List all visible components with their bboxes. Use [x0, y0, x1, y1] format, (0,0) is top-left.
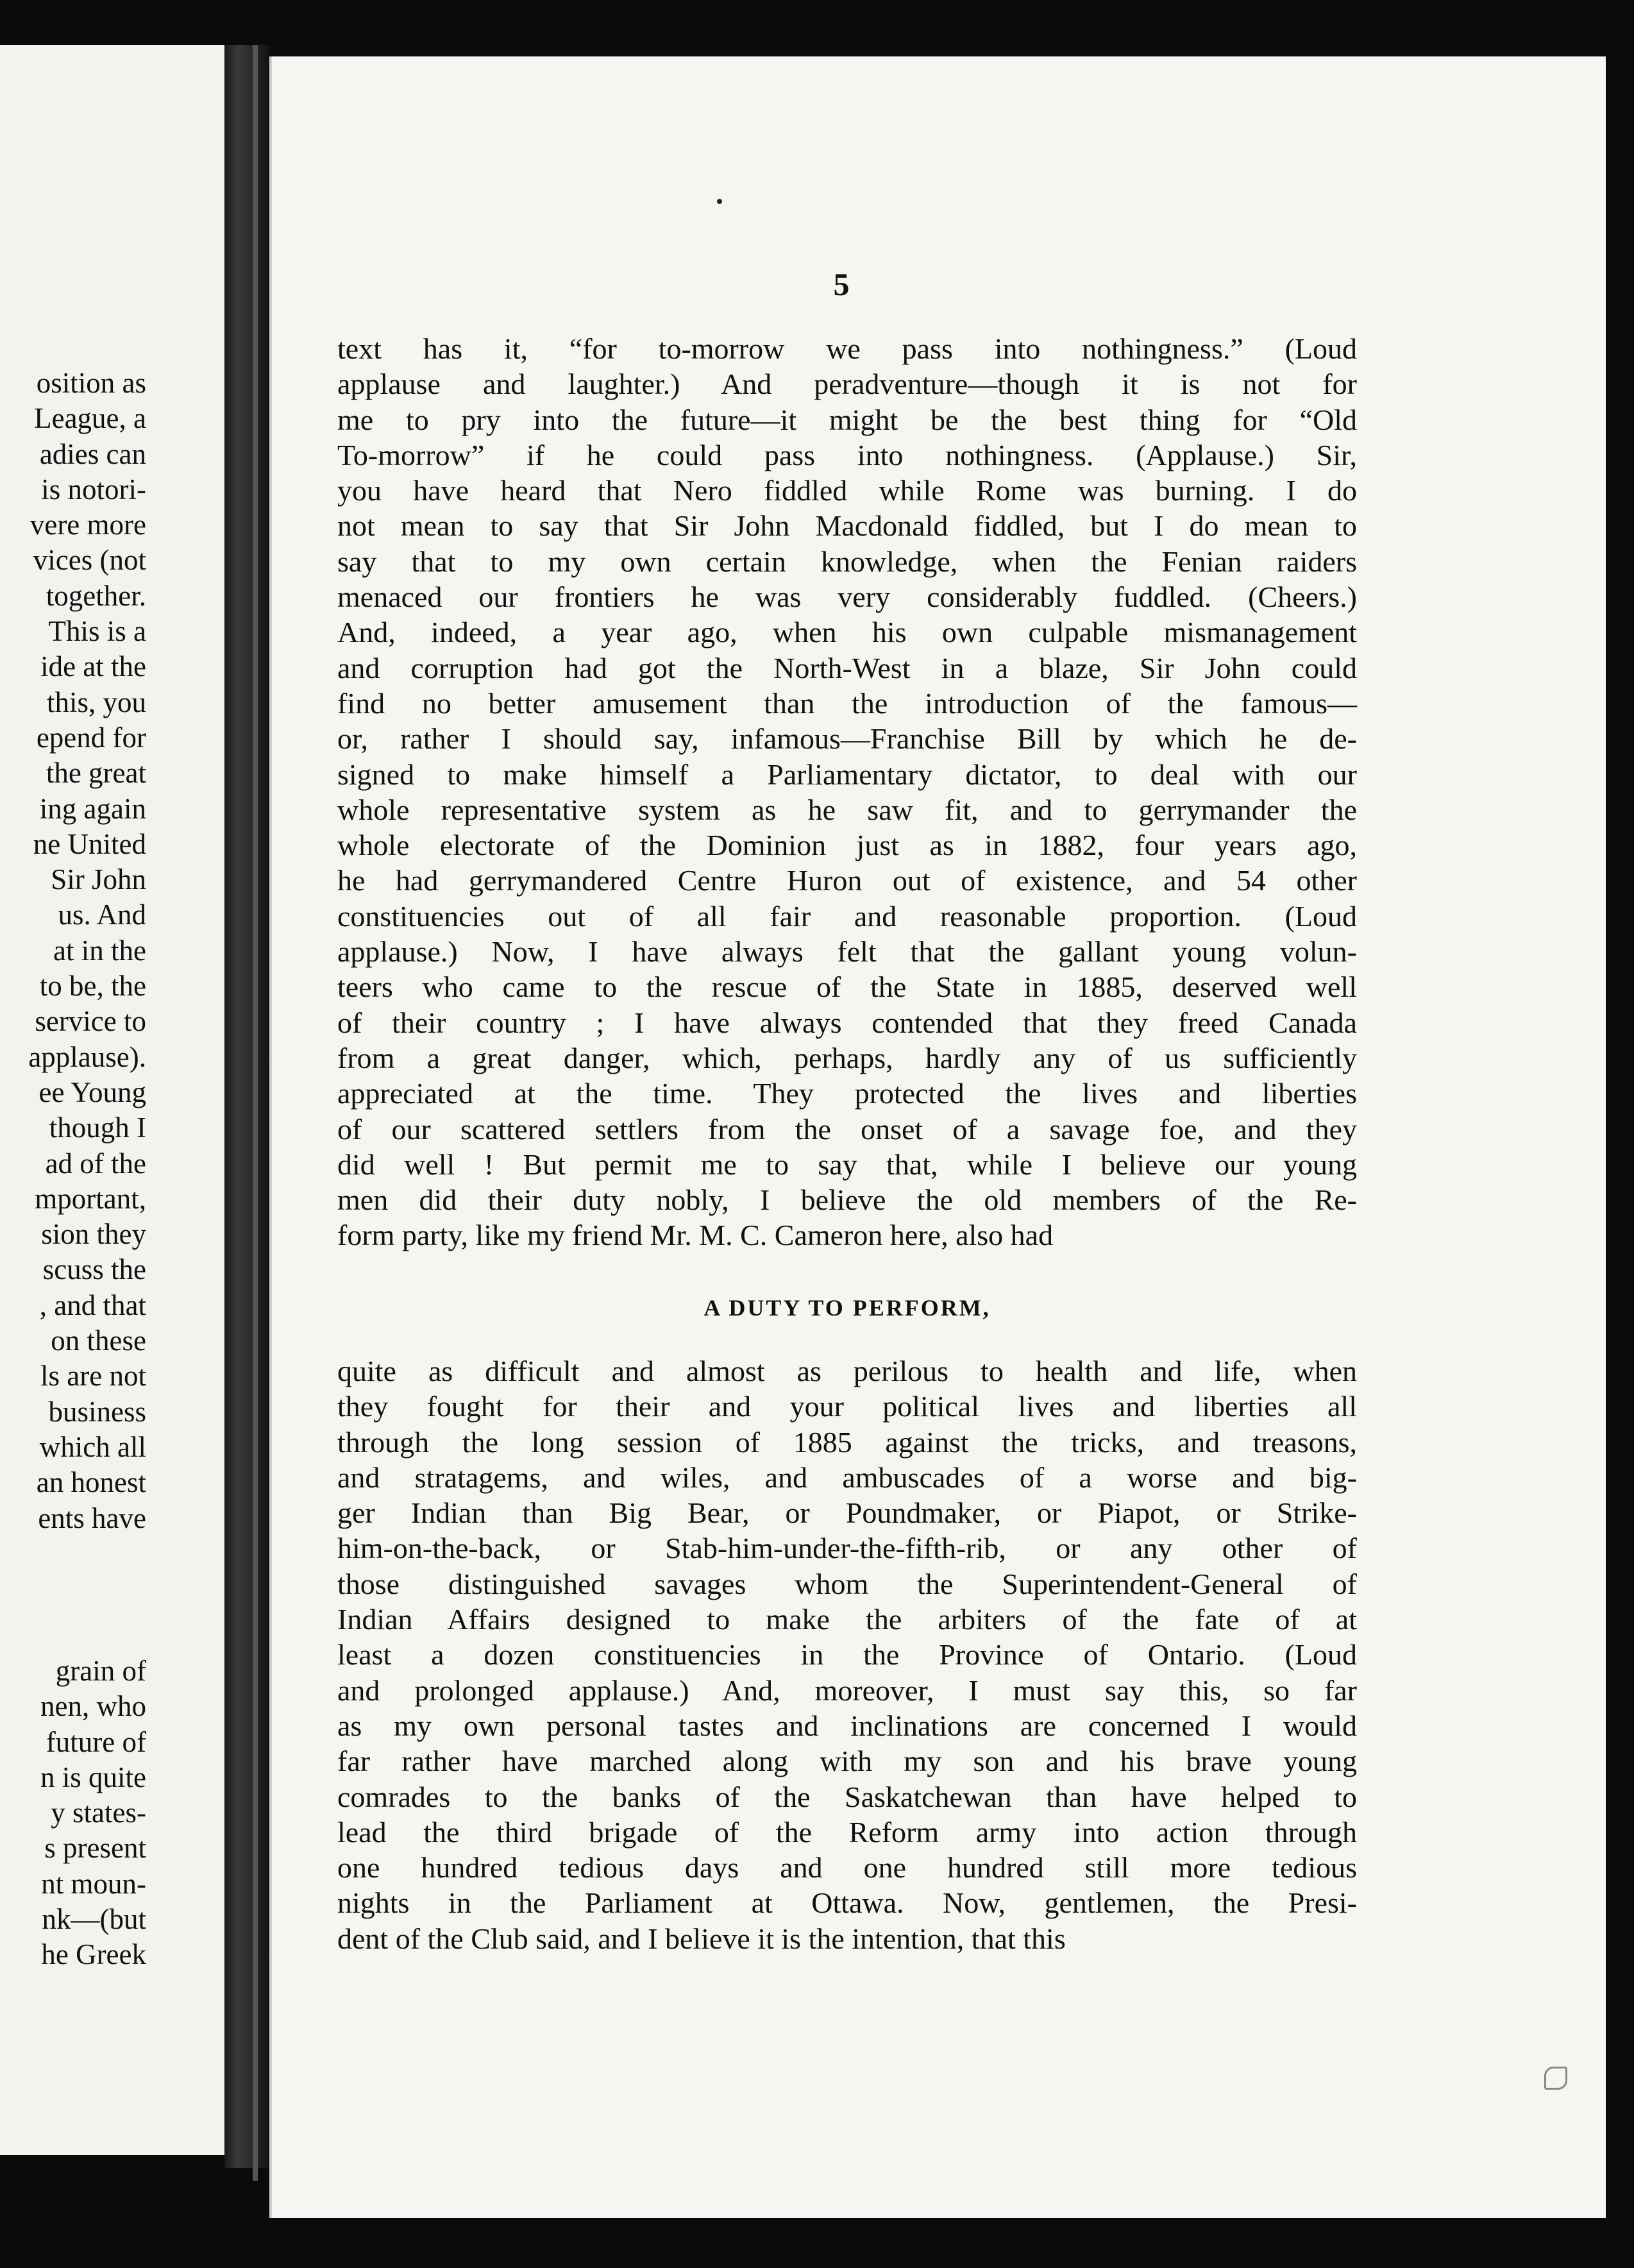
text-line: service to — [35, 1005, 146, 1038]
page-gutter — [224, 45, 269, 2168]
text-line: dent of the Club said, and I believe it is the intention, that this — [337, 1922, 1066, 1955]
text-line: ents have — [38, 1502, 146, 1534]
text-line: though I — [49, 1112, 146, 1144]
text-line: applause.) Now, I have always felt that the gallant young volun- — [337, 935, 1357, 969]
text-line: say that to my own certain knowledge, when the Fenian raiders — [337, 545, 1357, 578]
text-line: ls are not — [40, 1360, 146, 1392]
text-line: ide at the — [40, 650, 146, 683]
text-line: ing again — [39, 792, 146, 825]
text-line: he had gerrymandered Centre Huron out of existence, and 54 other — [337, 864, 1357, 897]
text-line: And, indeed, a year ago, when his own culpable mismanagement — [337, 616, 1357, 649]
text-line: and prolonged applause.) And, moreover, I must say this, so far — [337, 1673, 1357, 1707]
text-line: those distinguished savages whom the Superintendent-General of — [337, 1567, 1357, 1600]
text-line: menaced our frontiers he was very considerably fuddled. (Cheers.) — [337, 580, 1357, 614]
text-line: an honest — [36, 1466, 146, 1499]
text-line: This is a — [48, 615, 146, 648]
facing-page-fragment — [0, 45, 224, 2155]
text-line: comrades to the banks of the Saskatchewan than have helped to — [337, 1780, 1357, 1813]
text-line: scuss the — [42, 1253, 146, 1286]
text-line: vices (not — [33, 544, 146, 577]
text-line: nt moun- — [41, 1867, 146, 1900]
text-line: vere more — [29, 509, 146, 541]
text-line: y states- — [51, 1797, 146, 1829]
page — [269, 56, 1606, 2218]
text-line: the great — [46, 757, 146, 790]
text-line: me to pry into the future—it might be the best thing for “Old — [337, 403, 1357, 436]
text-line: appreciated at the time. They protected the lives and liberties — [337, 1077, 1357, 1110]
text-line: you have heard that Nero fiddled while Rome was burning. I do — [337, 474, 1357, 507]
text-line: ne United — [33, 827, 146, 860]
body-paragraph-1 — [337, 331, 1357, 1253]
text-line: find no better amusement than the introduction of the famous— — [337, 686, 1357, 720]
text-line: at in the — [53, 934, 146, 967]
text-line: , and that — [39, 1289, 146, 1321]
text-line: or, rather I should say, infamous—Franchise Bill by which he de- — [337, 722, 1357, 756]
text-line: to be, the — [39, 970, 146, 1003]
text-line: mportant, — [35, 1182, 146, 1215]
text-line: they fought for their and your political lives and liberties all — [337, 1390, 1357, 1423]
text-line: not mean to say that Sir John Macdonald fiddled, but I do mean to — [337, 509, 1357, 543]
text-line: nen, who — [40, 1690, 146, 1723]
text-line: epend for — [36, 721, 146, 754]
text-line: ger Indian than Big Bear, or Poundmaker, or Piapot, or Strike- — [337, 1496, 1357, 1530]
text-line: n is quite — [40, 1761, 146, 1793]
text-line: least a dozen constituencies in the Province of Ontario. (Loud — [337, 1638, 1357, 1671]
text-line: of their country ; I have always contended that they freed Canada — [337, 1006, 1357, 1039]
book-spine — [253, 45, 258, 2181]
text-line: men did their duty nobly, I believe the old members of the Re- — [337, 1183, 1357, 1217]
text-line: sion they — [41, 1218, 146, 1251]
text-line: lead the third brigade of the Reform army into action through — [337, 1815, 1357, 1849]
page-corner-mark — [1544, 2067, 1567, 2090]
body-paragraph-2 — [337, 1353, 1357, 1956]
text-line: grain of — [55, 1655, 146, 1687]
text-line: him-on-the-back, or Stab-him-under-the-fifth-rib, or any other of — [337, 1532, 1357, 1565]
text-line: is notori- — [41, 473, 146, 505]
text-line: he Greek — [41, 1938, 146, 1971]
text-line: this, you — [46, 686, 146, 718]
text-line: and corruption had got the North-West in a blaze, Sir John could — [337, 651, 1357, 684]
text-line: form party, like my friend Mr. M. C. Cameron here, also had — [337, 1219, 1054, 1252]
text-line: applause and laughter.) And peradventure—though it is not for — [337, 368, 1357, 401]
text-line: s present — [44, 1832, 146, 1865]
text-line: nights in the Parliament at Ottawa. Now, gentlemen, the Presi- — [337, 1886, 1357, 1920]
text-line: quite as difficult and almost as perilous to health and life, when — [337, 1355, 1357, 1387]
text-line: which all — [39, 1430, 146, 1463]
text-line: ad of the — [45, 1147, 146, 1180]
text-line: constituencies out of all fair and reasonable proportion. (Loud — [337, 899, 1357, 933]
print-speck — [717, 199, 722, 204]
text-line: osition as — [36, 367, 146, 399]
text-line: League, a — [34, 402, 146, 435]
text-line: To-morrow” if he could pass into nothingness. (Applause.) Sir, — [337, 438, 1357, 471]
text-line: and stratagems, and wiles, and ambuscades of a worse and big- — [337, 1460, 1357, 1494]
text-line: did well ! But permit me to say that, while I believe our young — [337, 1147, 1357, 1181]
text-line: as my own personal tastes and inclinations are concerned I would — [337, 1709, 1357, 1742]
text-line: Indian Affairs designed to make the arbiters of the fate of at — [337, 1603, 1357, 1636]
text-line: from a great danger, which, perhaps, hardly any of us sufficiently — [337, 1041, 1357, 1074]
page-number: 5 — [833, 266, 850, 302]
section-heading: A DUTY TO PERFORM, — [703, 1295, 991, 1321]
text-line: far rather have marched along with my son and his brave young — [337, 1745, 1357, 1778]
text-line: together. — [46, 579, 146, 612]
text-line: adies can — [39, 437, 146, 470]
text-line: Sir John — [51, 863, 146, 896]
text-line: through the long session of 1885 against the tricks, and treasons, — [337, 1425, 1357, 1459]
text-line: business — [48, 1395, 146, 1428]
text-line: applause). — [28, 1040, 146, 1073]
facing-page-text-top — [0, 366, 224, 1536]
text-line: on these — [51, 1324, 146, 1357]
text-line: whole electorate of the Dominion just as in 1882, four years ago, — [337, 829, 1357, 862]
text-line: us. And — [58, 899, 146, 931]
text-line: nk—(but — [42, 1903, 146, 1936]
text-line: ee Young — [38, 1076, 146, 1108]
facing-page-text-bottom — [0, 1654, 224, 1973]
text-line: future of — [46, 1725, 146, 1758]
text-line: teers who came to the rescue of the State in 1885, deserved well — [337, 970, 1357, 1004]
text-line: whole representative system as he saw fit, and to gerrymander the — [337, 793, 1357, 826]
text-line: of our scattered settlers from the onset of a savage foe, and they — [337, 1112, 1357, 1146]
text-line: text has it, “for to-morrow we pass into nothingness.” (Loud — [337, 332, 1357, 365]
text-line: signed to make himself a Parliamentary dictator, to deal with our — [337, 757, 1357, 791]
text-line: one hundred tedious days and one hundred still more tedious — [337, 1851, 1357, 1884]
